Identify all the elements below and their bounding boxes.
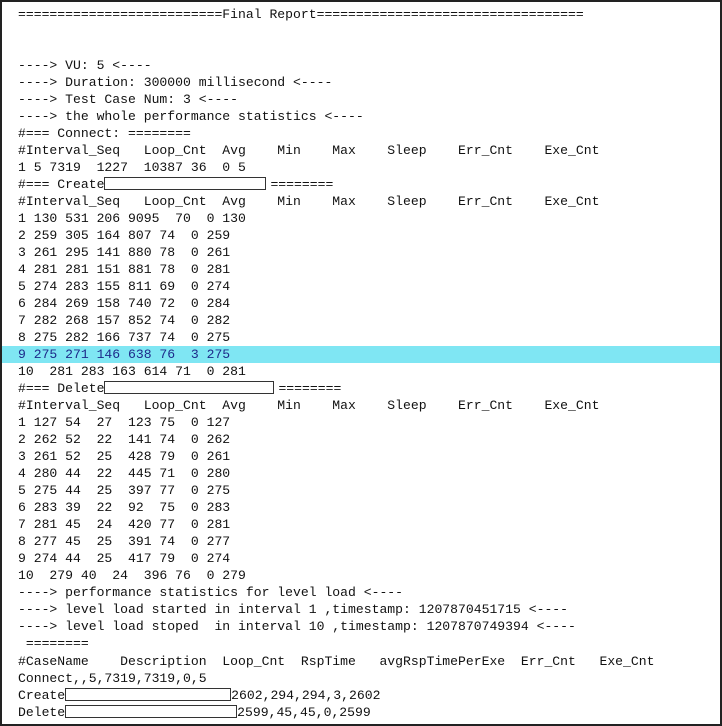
summary-delete-label: Delete	[18, 705, 66, 720]
summary-delete-row	[2, 704, 720, 721]
connect-row: 1 5 7319 1227 10387 36 0 5	[18, 160, 246, 175]
delete-row-7: 7 281 45 24 420 77 0 281	[18, 517, 231, 532]
create-row-6: 6 284 269 158 740 72 0 284	[18, 296, 231, 311]
create-header	[2, 176, 720, 193]
summary-columns: #CaseName Description Loop_Cnt RspTime avgRspTimePerExe Err_Cnt Exe_Cnt	[18, 654, 655, 669]
create-header-suffix: ========	[270, 177, 334, 192]
delete-row-5: 5 275 44 25 397 77 0 275	[18, 483, 231, 498]
create-row-10: 10 281 283 163 614 71 0 281	[18, 364, 246, 379]
summary-delete-redacted-box	[65, 705, 237, 718]
delete-header-prefix: #=== Delete	[18, 381, 105, 396]
test-case-num-line: ----> Test Case Num: 3 <----	[18, 92, 239, 107]
delete-row-6: 6 283 39 22 92 75 0 283	[18, 500, 231, 515]
delete-row-2: 2 262 52 22 141 74 0 262	[18, 432, 231, 447]
create-row-5: 5 274 283 155 811 69 0 274	[18, 279, 231, 294]
delete-columns: #Interval_Seq Loop_Cnt Avg Min Max Sleep Err_Cnt Exe_Cnt	[18, 398, 600, 413]
level-started-line: ----> level load started in interval 1 ,timestamp: 1207870451715 <----	[18, 602, 569, 617]
delete-header-suffix: ========	[278, 381, 342, 396]
create-row-2: 2 259 305 164 807 74 0 259	[18, 228, 231, 243]
summary-create-label: Create	[18, 688, 66, 703]
whole-stats-line: ----> the whole performance statistics <----	[18, 109, 364, 124]
delete-redacted-box	[104, 381, 274, 394]
connect-header: #=== Connect: ========	[18, 126, 191, 141]
summary-create-row	[2, 687, 720, 704]
delete-row-9: 9 274 44 25 417 79 0 274	[18, 551, 231, 566]
connect-columns: #Interval_Seq Loop_Cnt Avg Min Max Sleep Err_Cnt Exe_Cnt	[18, 143, 600, 158]
create-row-4: 4 281 281 151 881 78 0 281	[18, 262, 231, 277]
create-columns: #Interval_Seq Loop_Cnt Avg Min Max Sleep Err_Cnt Exe_Cnt	[18, 194, 600, 209]
create-row-1: 1 130 531 206 9095 70 0 130	[18, 211, 246, 226]
delete-row-3: 3 261 52 25 428 79 0 261	[18, 449, 231, 464]
vu-line: ----> VU: 5 <----	[18, 58, 152, 73]
delete-row-10: 10 279 40 24 396 76 0 279	[18, 568, 246, 583]
delete-row-4: 4 280 44 22 445 71 0 280	[18, 466, 231, 481]
level-stoped-line: ----> level load stoped in interval 10 ,timestamp: 1207870749394 <----	[18, 619, 576, 634]
report-title: ==========================Final Report==================================	[18, 7, 584, 22]
delete-row-1: 1 127 54 27 123 75 0 127	[18, 415, 231, 430]
summary-connect-row: Connect,,5,7319,7319,0,5	[18, 671, 207, 686]
summary-delete-values: 2599,45,45,0,2599	[237, 705, 371, 720]
summary-create-redacted-box	[65, 688, 231, 701]
create-redacted-box	[104, 177, 266, 190]
separator-line: ========	[18, 636, 89, 651]
level-stats-line: ----> performance statistics for level load <----	[18, 585, 404, 600]
duration-line: ----> Duration: 300000 millisecond <----	[18, 75, 333, 90]
create-row-3: 3 261 295 141 880 78 0 261	[18, 245, 231, 260]
create-row-9-selected[interactable]: 9 275 271 146 638 76 3 275	[2, 346, 720, 363]
create-row-8: 8 275 282 166 737 74 0 275	[18, 330, 231, 345]
delete-header	[2, 380, 720, 397]
delete-row-8: 8 277 45 25 391 74 0 277	[18, 534, 231, 549]
summary-create-values: 2602,294,294,3,2602	[231, 688, 381, 703]
create-header-prefix: #=== Create	[18, 177, 105, 192]
create-row-7: 7 282 268 157 852 74 0 282	[18, 313, 231, 328]
